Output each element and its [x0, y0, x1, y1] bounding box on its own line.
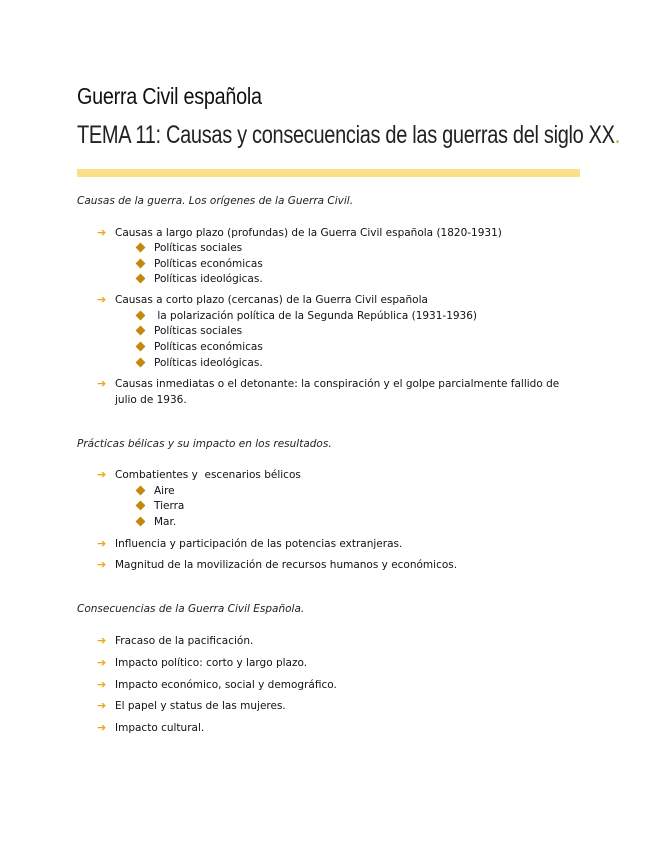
sub-list-item: [137, 339, 263, 355]
diamond-bullet-icon: [136, 274, 146, 284]
diamond-bullet-icon: [136, 259, 146, 269]
list-item: [97, 225, 577, 241]
diamond-bullet-icon: [136, 486, 146, 496]
list-item-text: Impacto económico, social y demográfico.: [115, 679, 337, 691]
list-item-text: Influencia y participación de las potencias extranjeras.: [115, 538, 403, 550]
list-item-text: Causas a largo plazo (profundas) de la Guerra Civil española (1820-1931): [115, 227, 502, 239]
list-item: [97, 677, 577, 693]
arrow-bullet-icon: ➔: [97, 656, 107, 669]
section-heading-consecuencias: Consecuencias de la Guerra Civil Española.: [77, 603, 305, 615]
list-item-text: Causas a corto plazo (cercanas) de la Guerra Civil española: [115, 294, 428, 306]
arrow-bullet-icon: ➔: [97, 634, 107, 647]
sub-list-item: [137, 308, 477, 324]
arrow-bullet-icon: ➔: [97, 721, 107, 734]
sub-list-item-text: Aire: [154, 485, 175, 497]
sub-list-item: [137, 271, 263, 287]
arrow-bullet-icon: ➔: [97, 377, 107, 390]
diamond-bullet-icon: [136, 243, 146, 253]
arrow-bullet-icon: ➔: [97, 558, 107, 571]
list-item-text: Impacto cultural.: [115, 722, 205, 734]
arrow-bullet-icon: ➔: [97, 468, 107, 481]
list-item-text: El papel y status de las mujeres.: [115, 700, 286, 712]
diamond-bullet-icon: [136, 501, 146, 511]
arrow-bullet-icon: ➔: [97, 226, 107, 239]
document-title: Guerra Civil española: [77, 83, 262, 109]
diamond-bullet-icon: [136, 326, 146, 336]
diamond-bullet-icon: [136, 311, 146, 321]
title-underline-bar: [77, 169, 580, 177]
sub-list-item: [137, 256, 263, 272]
sub-list-item: [137, 355, 263, 371]
list-item: [97, 557, 577, 573]
sub-list-item: [137, 323, 242, 339]
list-item: [97, 467, 577, 483]
sub-list-item-text: Políticas económicas: [154, 258, 263, 270]
list-item: [97, 698, 577, 714]
subtitle-text: TEMA 11: Causas y consecuencias de las guerras del siglo XX: [77, 121, 615, 149]
sub-list-item: [137, 240, 242, 256]
arrow-bullet-icon: ➔: [97, 537, 107, 550]
sub-list-item: [137, 514, 176, 530]
sub-list-item-text: Políticas ideológicas.: [154, 273, 263, 285]
list-item-text: Combatientes y escenarios bélicos: [115, 469, 301, 481]
section-heading-practicas: Prácticas bélicas y su impacto en los resultados.: [77, 438, 332, 450]
list-item: [97, 633, 577, 649]
sub-list-item-text: Tierra: [154, 500, 185, 512]
document-subtitle: [77, 121, 620, 150]
sub-list-item-text: la polarización política de la Segunda República (1931-1936): [154, 310, 478, 322]
section-heading-causas: Causas de la guerra. Los orígenes de la Guerra Civil.: [77, 195, 354, 207]
diamond-bullet-icon: [136, 517, 146, 527]
sub-list-item-text: Políticas ideológicas.: [154, 357, 263, 369]
diamond-bullet-icon: [136, 358, 146, 368]
sub-list-item-text: Políticas sociales: [154, 242, 243, 254]
subtitle-dot: .: [614, 121, 620, 149]
sub-list-item: [137, 483, 175, 499]
arrow-bullet-icon: ➔: [97, 293, 107, 306]
list-item-text: Magnitud de la movilización de recursos humanos y económicos.: [115, 559, 458, 571]
list-item: [97, 536, 577, 552]
list-item: [97, 720, 577, 736]
list-item-text: Fracaso de la pacificación.: [115, 635, 254, 647]
arrow-bullet-icon: ➔: [97, 678, 107, 691]
arrow-bullet-icon: ➔: [97, 699, 107, 712]
sub-list-item-text: Políticas económicas: [154, 341, 263, 353]
list-item-text: Causas inmediatas o el detonante: la conspiración y el golpe parcialmente fallido de julio de 1936.: [115, 378, 560, 406]
list-item: [97, 655, 577, 671]
diamond-bullet-icon: [136, 342, 146, 352]
sub-list-item: [137, 498, 184, 514]
sub-list-item-text: Mar.: [154, 516, 177, 528]
list-item: [97, 292, 577, 308]
list-item: [97, 376, 577, 408]
sub-list-item-text: Políticas sociales: [154, 325, 243, 337]
list-item-text: Impacto político: corto y largo plazo.: [115, 657, 308, 669]
